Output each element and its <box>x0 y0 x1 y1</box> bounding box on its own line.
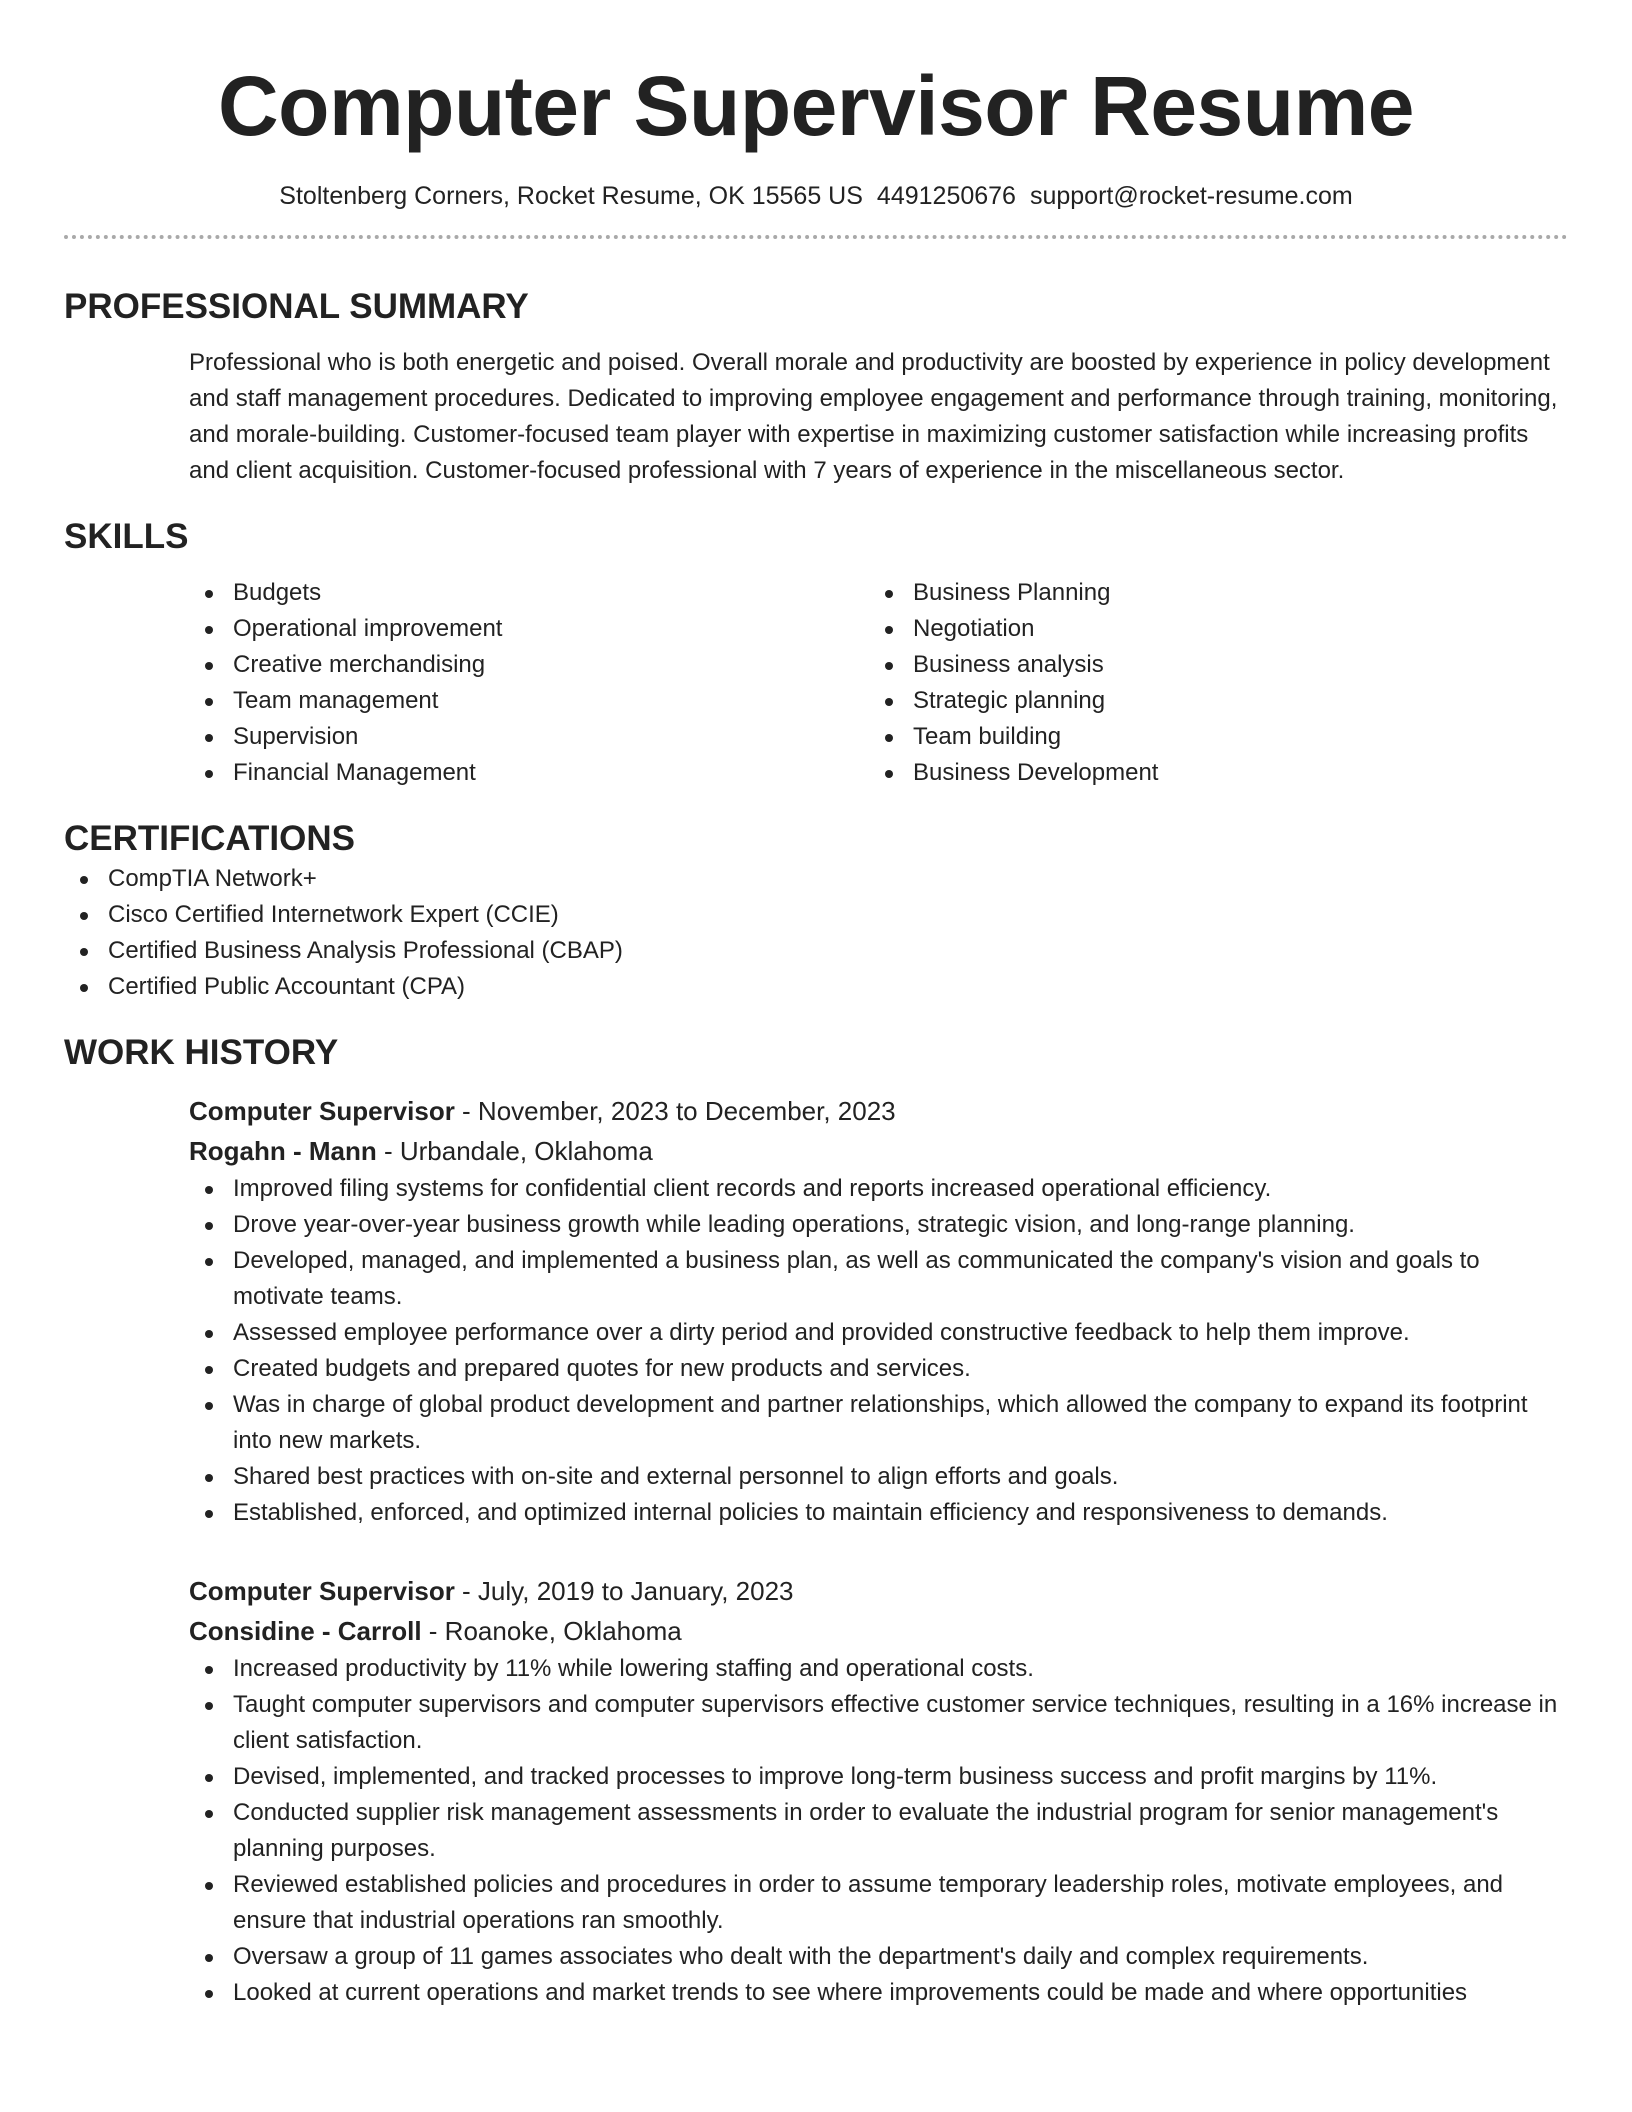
job-title-line <box>189 1571 1568 1611</box>
skill-item: Strategic planning <box>869 683 1549 719</box>
skill-item: Negotiation <box>869 611 1549 647</box>
job-role: Computer Supervisor <box>189 1576 455 1606</box>
job-bullet: Reviewed established policies and procedures in order to assume temporary leadership roles, motivate employees, and ensure that industrial operations ran smoothly. <box>189 1867 1568 1939</box>
job-company: Rogahn - Mann <box>189 1136 377 1166</box>
section-heading-certifications: CERTIFICATIONS <box>64 819 356 858</box>
skill-item: Business Development <box>869 755 1549 791</box>
job-dates: - November, 2023 to December, 2023 <box>454 1096 896 1126</box>
job-company-line <box>189 1611 1568 1651</box>
job-bullet: Developed, managed, and implemented a business plan, as well as communicated the company's vision and goals to motivate teams. <box>189 1243 1568 1315</box>
work-history-section <box>64 1031 1568 2011</box>
job-location: - Urbandale, Oklahoma <box>376 1136 653 1166</box>
job-company: Considine - Carroll <box>189 1616 422 1646</box>
page-title: Computer Supervisor Resume <box>218 59 1414 153</box>
skill-item: Budgets <box>189 575 869 611</box>
job-dates: - July, 2019 to January, 2023 <box>454 1576 794 1606</box>
section-heading-skills: SKILLS <box>64 517 189 556</box>
skill-item: Financial Management <box>189 755 869 791</box>
job-bullet: Assessed employee performance over a dirty period and provided constructive feedback to help them improve. <box>189 1315 1568 1351</box>
job-bullet: Created budgets and prepared quotes for new products and services. <box>189 1351 1568 1387</box>
section-heading-summary: PROFESSIONAL SUMMARY <box>64 287 529 326</box>
job-role: Computer Supervisor <box>189 1096 455 1126</box>
certification-item: Certified Public Accountant (CPA) <box>64 969 1568 1005</box>
certifications-section <box>64 817 1568 1005</box>
job-bullet: Taught computer supervisors and computer supervisors effective customer service techniques, resulting in a 16% increase in client satisfaction. <box>189 1687 1568 1759</box>
certification-item: CompTIA Network+ <box>64 861 1568 897</box>
job-bullet: Drove year-over-year business growth while leading operations, strategic vision, and long-range planning. <box>189 1207 1568 1243</box>
skill-item: Supervision <box>189 719 869 755</box>
job-bullet: Was in charge of global product development and partner relationships, which allowed the company to expand its footprint into new markets. <box>189 1387 1568 1459</box>
skills-grid <box>189 575 1568 791</box>
job-bullet: Established, enforced, and optimized internal policies to maintain efficiency and responsiveness to demands. <box>189 1495 1568 1531</box>
job-title-line <box>189 1091 1568 1131</box>
job-bullet: Improved filing systems for confidential client records and reports increased operational efficiency. <box>189 1171 1568 1207</box>
contact-line <box>64 180 1568 212</box>
contact-phone: 4491250676 <box>876 182 1016 210</box>
skill-item: Team management <box>189 683 869 719</box>
skills-column-left <box>189 575 869 791</box>
certifications-list <box>64 861 1568 1005</box>
job-bullet-list <box>189 1651 1568 2011</box>
job-bullet: Conducted supplier risk management assessments in order to evaluate the industrial program for senior management's planning purposes. <box>189 1795 1568 1867</box>
certification-item: Certified Business Analysis Professional (CBAP) <box>64 933 1568 969</box>
header-divider <box>64 235 1568 239</box>
skills-column-right <box>869 575 1549 791</box>
job-bullet: Increased productivity by 11% while lowering staffing and operational costs. <box>189 1651 1568 1687</box>
job-company-line <box>189 1131 1568 1171</box>
skill-item: Operational improvement <box>189 611 869 647</box>
skill-item: Creative merchandising <box>189 647 869 683</box>
job-entry <box>189 1091 1568 1531</box>
section-heading-work-history: WORK HISTORY <box>64 1033 339 1072</box>
skill-item: Business analysis <box>869 647 1549 683</box>
job-location: - Roanoke, Oklahoma <box>421 1616 682 1646</box>
summary-text: Professional who is both energetic and poised. Overall morale and productivity are boosted by experience in policy development and staff management procedures. Dedicated to improving employee engagement and performance through training, monitoring, and morale-building. Customer-focused team player with expertise in maximizing customer satisfaction while increasing profits and client acquisition. Customer-focused professional with 7 years of experience in the miscellaneous sector. <box>189 349 1558 484</box>
skills-list-left <box>189 575 869 791</box>
job-bullet: Shared best practices with on-site and external personnel to align efforts and goals. <box>189 1459 1568 1495</box>
summary-section <box>64 285 1568 489</box>
job-bullet-list <box>189 1171 1568 1531</box>
skill-item: Business Planning <box>869 575 1549 611</box>
skills-list-right <box>869 575 1549 791</box>
skill-item: Team building <box>869 719 1549 755</box>
certification-item: Cisco Certified Internetwork Expert (CCIE) <box>64 897 1568 933</box>
job-entry <box>189 1571 1568 2011</box>
contact-address: Stoltenberg Corners, Rocket Resume, OK 15565 US <box>279 182 863 210</box>
skills-section <box>64 515 1568 791</box>
contact-email: support@rocket-resume.com <box>1029 182 1353 210</box>
job-bullet: Looked at current operations and market trends to see where improvements could be made and where opportunities <box>189 1975 1568 2011</box>
job-bullet: Oversaw a group of 11 games associates who dealt with the department's daily and complex requirements. <box>189 1939 1568 1975</box>
job-bullet: Devised, implemented, and tracked processes to improve long-term business success and profit margins by 11%. <box>189 1759 1568 1795</box>
